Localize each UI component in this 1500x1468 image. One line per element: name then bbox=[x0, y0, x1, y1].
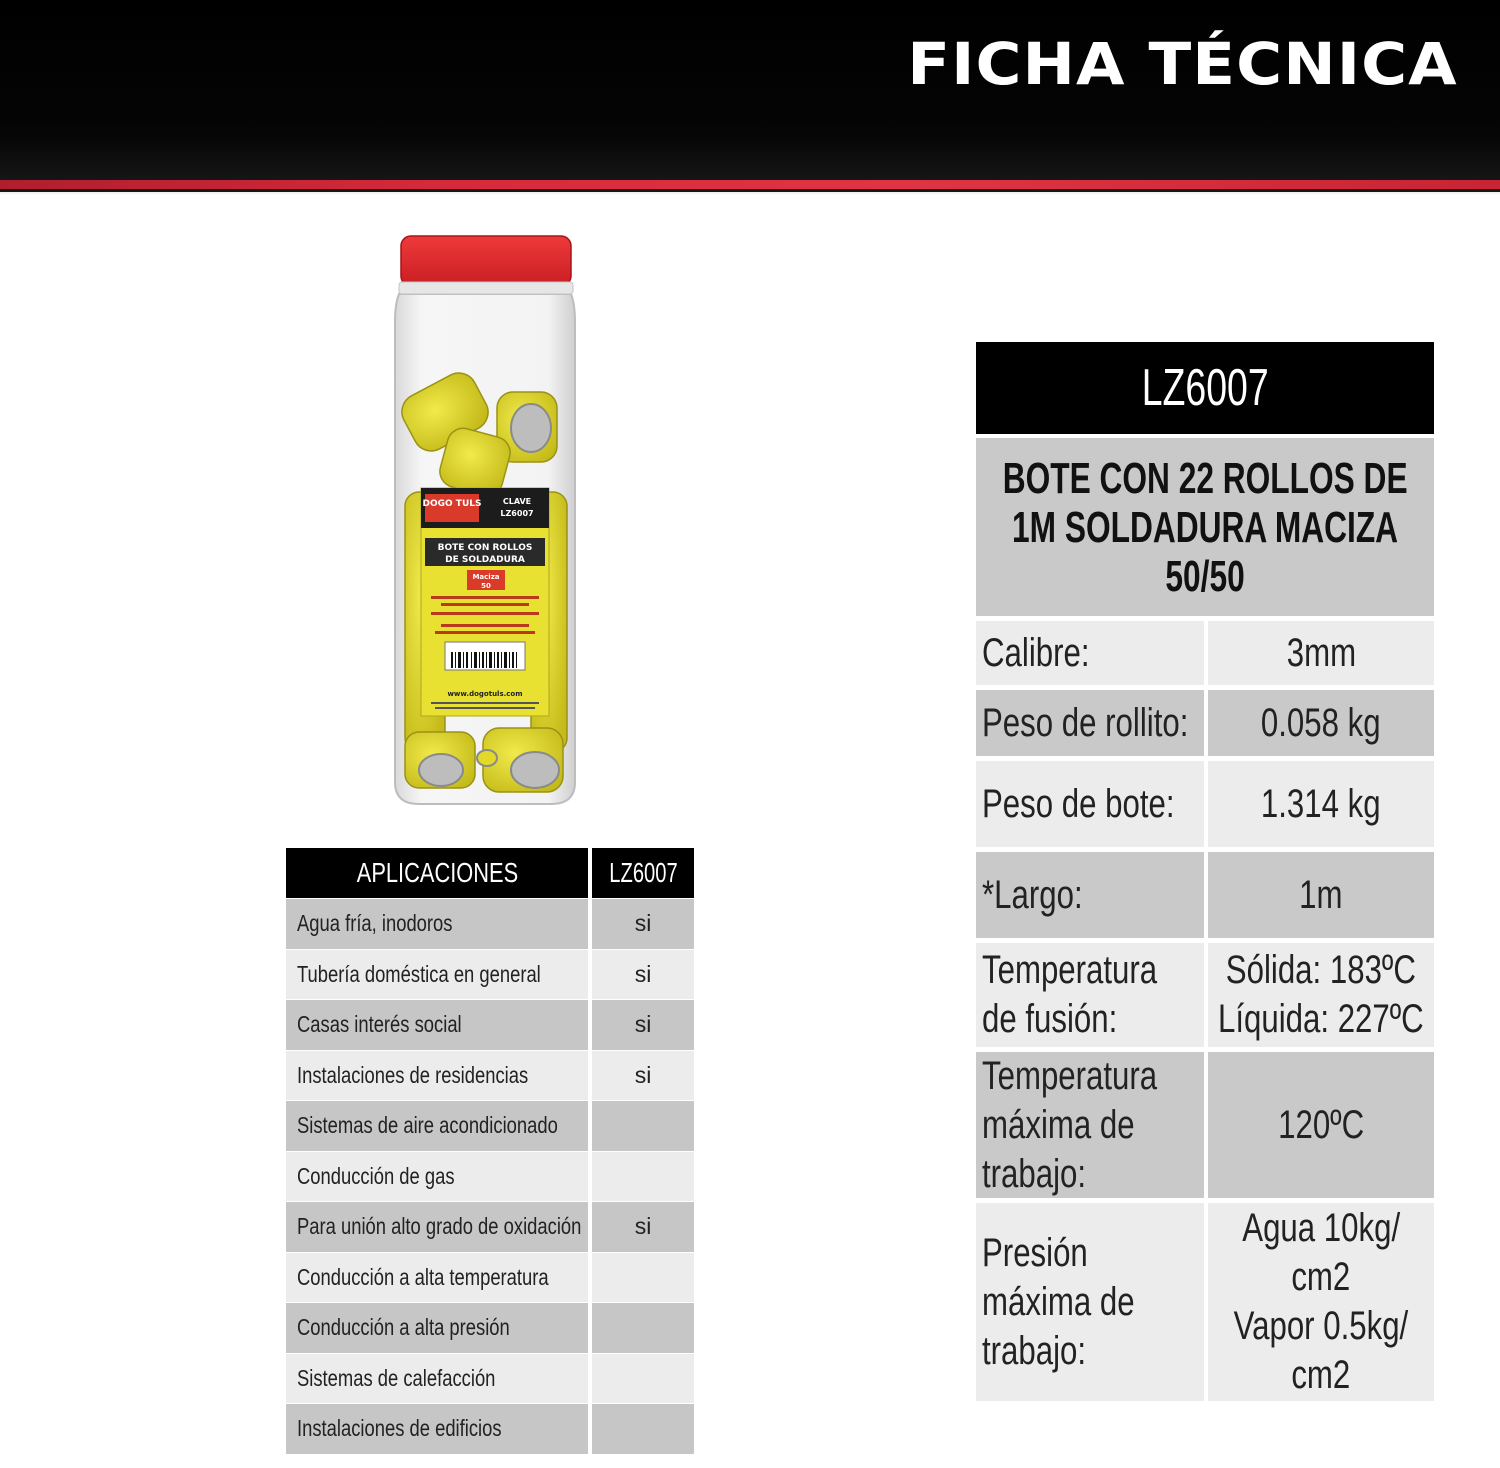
spec-value bbox=[1208, 943, 1434, 1047]
spec-key-line: *Largo: bbox=[982, 872, 1083, 917]
application-row bbox=[286, 1404, 694, 1455]
spec-key bbox=[976, 943, 1204, 1047]
product-image bbox=[385, 232, 585, 812]
spec-value bbox=[1208, 852, 1434, 938]
spec-title-line: 50/50 bbox=[1165, 551, 1245, 601]
spec-key bbox=[976, 621, 1204, 685]
header-shadow bbox=[0, 189, 1500, 195]
spec-key-line: Peso de rollito: bbox=[982, 700, 1189, 745]
spec-value bbox=[1208, 690, 1434, 756]
header-banner bbox=[0, 0, 1500, 192]
spec-value bbox=[1208, 761, 1434, 847]
spec-value-line: 3mm bbox=[1286, 630, 1356, 675]
spec-product-title bbox=[976, 438, 1434, 616]
spec-value-line: 120ºC bbox=[1278, 1102, 1364, 1147]
spec-value-line: 0.058 kg bbox=[1261, 700, 1381, 745]
spec-row bbox=[976, 761, 1434, 847]
spec-row bbox=[976, 852, 1434, 938]
application-row bbox=[286, 1202, 694, 1253]
spec-key-line: Presión bbox=[982, 1230, 1088, 1275]
svg-text:BOTE CON ROLLOS: BOTE CON ROLLOS bbox=[437, 543, 533, 553]
spec-value bbox=[1208, 621, 1434, 685]
application-name: Casas interés social bbox=[286, 1000, 592, 1050]
spec-key-line: Temperatura bbox=[982, 1053, 1158, 1098]
application-name: Instalaciones de edificios bbox=[286, 1404, 592, 1454]
application-name: Conducción de gas bbox=[286, 1152, 592, 1202]
svg-text:LZ6007: LZ6007 bbox=[500, 509, 534, 518]
spec-key-line: Temperatura bbox=[982, 948, 1158, 992]
application-value: si bbox=[592, 1202, 694, 1252]
application-name: Para unión alto grado de oxidación bbox=[286, 1202, 592, 1252]
spec-key bbox=[976, 690, 1204, 756]
page-title: FICHA TÉCNICA bbox=[907, 30, 1458, 98]
application-row bbox=[286, 1152, 694, 1203]
application-name: Conducción a alta presión bbox=[286, 1303, 592, 1353]
application-name: Sistemas de aire acondicionado bbox=[286, 1101, 592, 1151]
application-value bbox=[592, 1152, 694, 1202]
application-row bbox=[286, 1051, 694, 1102]
svg-text:www.dogotuls.com: www.dogotuls.com bbox=[447, 690, 523, 698]
spec-row bbox=[976, 1052, 1434, 1198]
application-name: Instalaciones de residencias bbox=[286, 1051, 592, 1101]
spec-row bbox=[976, 621, 1434, 685]
label-brand: DOGO TULS bbox=[422, 499, 482, 509]
spec-key bbox=[976, 852, 1204, 938]
application-row bbox=[286, 950, 694, 1001]
spec-value-line: cm2 bbox=[1291, 1353, 1351, 1397]
application-name: Agua fría, inodoros bbox=[286, 899, 592, 949]
application-row bbox=[286, 1354, 694, 1405]
application-value bbox=[592, 1404, 694, 1454]
svg-text:Maciza: Maciza bbox=[472, 573, 500, 581]
applications-table bbox=[286, 848, 694, 1455]
application-row bbox=[286, 1000, 694, 1051]
application-row bbox=[286, 899, 694, 950]
application-value: si bbox=[592, 1000, 694, 1050]
spec-title-line: 1M SOLDADURA MACIZA bbox=[1011, 502, 1399, 552]
product-label bbox=[421, 488, 549, 716]
application-value bbox=[592, 1303, 694, 1353]
red-accent-stripe bbox=[0, 180, 1500, 189]
spec-code-header: LZ6007 bbox=[976, 342, 1434, 434]
spec-value-line: Vapor 0.5kg/ bbox=[1233, 1304, 1409, 1348]
spec-key-line: máxima de bbox=[982, 1279, 1135, 1324]
application-value: si bbox=[592, 899, 694, 949]
application-row bbox=[286, 1101, 694, 1152]
spec-key bbox=[976, 1052, 1204, 1198]
applications-header: APLICACIONES bbox=[286, 848, 592, 898]
spec-value-line: Líquida: 227ºC bbox=[1218, 997, 1424, 1041]
spec-body bbox=[976, 621, 1434, 1401]
applications-header-row bbox=[286, 848, 694, 898]
jar-illustration bbox=[385, 232, 585, 812]
spec-key bbox=[976, 1203, 1204, 1401]
application-value: si bbox=[592, 1051, 694, 1101]
spec-key-line: Calibre: bbox=[982, 630, 1090, 675]
application-value bbox=[592, 1101, 694, 1151]
applications-body bbox=[286, 899, 694, 1455]
application-value bbox=[592, 1354, 694, 1404]
jar-lid bbox=[401, 236, 571, 286]
spec-key-line: de fusión: bbox=[982, 997, 1118, 1041]
spec-row bbox=[976, 1203, 1434, 1401]
spec-key-line: máxima de bbox=[982, 1102, 1135, 1147]
spec-value bbox=[1208, 1052, 1434, 1198]
spec-key-line: trabajo: bbox=[982, 1151, 1087, 1196]
spec-key bbox=[976, 761, 1204, 847]
application-row bbox=[286, 1303, 694, 1354]
spec-title-line: BOTE CON 22 ROLLOS DE bbox=[1002, 453, 1408, 503]
svg-text:50: 50 bbox=[481, 582, 491, 590]
spec-value bbox=[1208, 1203, 1434, 1401]
application-name: Tubería doméstica en general bbox=[286, 950, 592, 1000]
svg-text:DE SOLDADURA: DE SOLDADURA bbox=[445, 555, 525, 565]
spec-value-line: cm2 bbox=[1291, 1255, 1351, 1299]
application-value bbox=[592, 1253, 694, 1303]
spec-table bbox=[976, 342, 1434, 1406]
application-name: Sistemas de calefacción bbox=[286, 1354, 592, 1404]
svg-text:CLAVE: CLAVE bbox=[502, 497, 532, 506]
spec-value-line: 1m bbox=[1299, 872, 1343, 917]
application-name: Conducción a alta temperatura bbox=[286, 1253, 592, 1303]
application-value: si bbox=[592, 950, 694, 1000]
spec-value-line: Agua 10kg/ bbox=[1242, 1206, 1400, 1250]
spec-row bbox=[976, 690, 1434, 756]
spec-value-line: Sólida: 183ºC bbox=[1225, 948, 1417, 992]
spec-value-line: 1.314 kg bbox=[1261, 781, 1381, 826]
spec-key-line: Peso de bote: bbox=[982, 781, 1175, 826]
applications-code-header: LZ6007 bbox=[592, 848, 694, 898]
application-row bbox=[286, 1253, 694, 1304]
spec-row bbox=[976, 943, 1434, 1047]
spec-key-line: trabajo: bbox=[982, 1328, 1087, 1373]
